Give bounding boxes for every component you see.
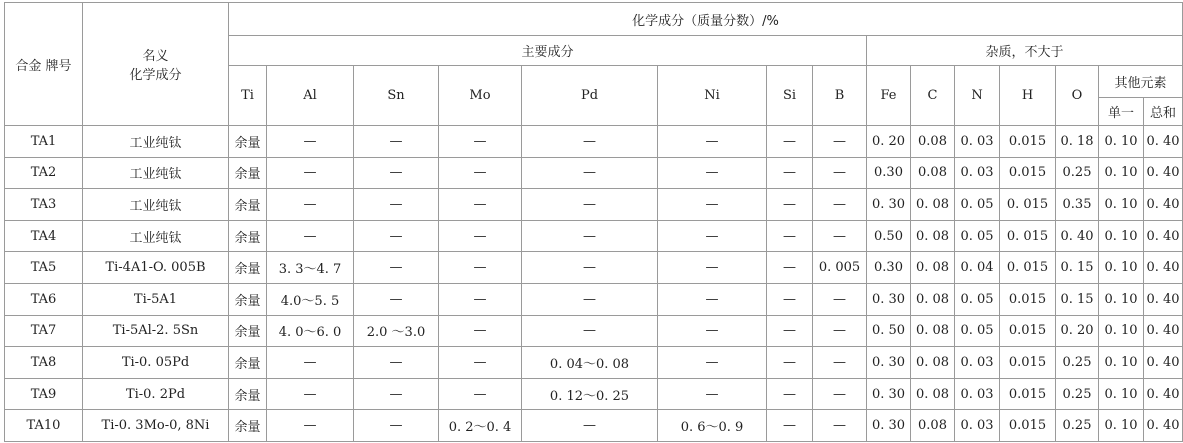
cell-sn: — xyxy=(354,410,439,442)
cell-al: 4. 0～6. 0 xyxy=(267,315,354,347)
cell-o: 0.35 xyxy=(1056,189,1099,221)
cell-fe: 0. 20 xyxy=(867,126,911,158)
cell-b: — xyxy=(813,126,867,158)
cell-o: 0.25 xyxy=(1056,157,1099,189)
cell-name: 工业纯钛 xyxy=(83,220,229,252)
cell-pd: — xyxy=(522,157,658,189)
header-element-c: C xyxy=(911,66,955,126)
cell-b: — xyxy=(813,378,867,410)
header-impurities: 杂质，不大于 xyxy=(867,36,1183,66)
cell-n: 0. 03 xyxy=(955,157,1000,189)
cell-b: 0. 005 xyxy=(813,252,867,284)
cell-ti: 余量 xyxy=(229,347,267,379)
cell-single: 0. 10 xyxy=(1099,315,1144,347)
cell-al: — xyxy=(267,347,354,379)
cell-h: 0.015 xyxy=(1000,378,1056,410)
cell-name: Ti-4A1-O. 005B xyxy=(83,252,229,284)
header-element-b: B xyxy=(813,66,867,126)
table-body xyxy=(5,126,1183,442)
cell-ti: 余量 xyxy=(229,189,267,221)
header-element-sn: Sn xyxy=(354,66,439,126)
cell-pd: — xyxy=(522,410,658,442)
cell-single: 0. 10 xyxy=(1099,189,1144,221)
cell-c: 0. 08 xyxy=(911,220,955,252)
cell-sn: — xyxy=(354,220,439,252)
cell-single: 0. 10 xyxy=(1099,283,1144,315)
cell-pd: — xyxy=(522,252,658,284)
cell-o: 0. 15 xyxy=(1056,252,1099,284)
header-element-ni: Ni xyxy=(658,66,767,126)
cell-si: — xyxy=(767,220,813,252)
cell-ti: 余量 xyxy=(229,410,267,442)
cell-grade: TA3 xyxy=(5,189,83,221)
cell-fe: 0. 50 xyxy=(867,315,911,347)
cell-o: 0. 18 xyxy=(1056,126,1099,158)
cell-b: — xyxy=(813,283,867,315)
cell-ni: — xyxy=(658,220,767,252)
cell-si: — xyxy=(767,126,813,158)
cell-n: 0. 03 xyxy=(955,126,1000,158)
header-element-pd: Pd xyxy=(522,66,658,126)
cell-grade: TA1 xyxy=(5,126,83,158)
cell-fe: 0. 30 xyxy=(867,347,911,379)
cell-al: — xyxy=(267,189,354,221)
cell-ni: — xyxy=(658,283,767,315)
cell-h: 0.015 xyxy=(1000,126,1056,158)
cell-si: — xyxy=(767,410,813,442)
cell-fe: 0. 30 xyxy=(867,410,911,442)
cell-single: 0. 10 xyxy=(1099,220,1144,252)
cell-grade: TA4 xyxy=(5,220,83,252)
cell-grade: TA6 xyxy=(5,283,83,315)
table-row xyxy=(5,157,1183,189)
cell-name: Ti-0. 2Pd xyxy=(83,378,229,410)
header-element-ti: Ti xyxy=(229,66,267,126)
cell-fe: 0.30 xyxy=(867,252,911,284)
cell-name: Ti-5A1 xyxy=(83,283,229,315)
cell-b: — xyxy=(813,189,867,221)
cell-sn: — xyxy=(354,378,439,410)
cell-single: 0. 10 xyxy=(1099,252,1144,284)
cell-mo: — xyxy=(439,157,522,189)
header-other-elements: 其他元素 xyxy=(1099,66,1183,98)
cell-b: — xyxy=(813,410,867,442)
cell-mo: — xyxy=(439,252,522,284)
header-element-fe: Fe xyxy=(867,66,911,126)
cell-h: 0.015 xyxy=(1000,410,1056,442)
cell-sn: — xyxy=(354,189,439,221)
cell-pd: — xyxy=(522,283,658,315)
cell-c: 0. 08 xyxy=(911,315,955,347)
cell-fe: 0. 30 xyxy=(867,378,911,410)
cell-mo: — xyxy=(439,126,522,158)
cell-ti: 余量 xyxy=(229,220,267,252)
cell-al: — xyxy=(267,410,354,442)
cell-grade: TA9 xyxy=(5,378,83,410)
cell-c: 0. 08 xyxy=(911,189,955,221)
cell-si: — xyxy=(767,283,813,315)
cell-ti: 余量 xyxy=(229,283,267,315)
table-row xyxy=(5,252,1183,284)
table-row xyxy=(5,347,1183,379)
cell-mo: — xyxy=(439,315,522,347)
cell-c: 0. 08 xyxy=(911,252,955,284)
cell-n: 0. 03 xyxy=(955,410,1000,442)
header-name-line1: 名义 xyxy=(142,49,169,64)
cell-total: 0. 40 xyxy=(1144,252,1183,284)
cell-pd: — xyxy=(522,220,658,252)
cell-o: 0.25 xyxy=(1056,347,1099,379)
table-row xyxy=(5,189,1183,221)
cell-sn: 2.0 ～3.0 xyxy=(354,315,439,347)
cell-name: 工业纯钛 xyxy=(83,126,229,158)
header-single: 单一 xyxy=(1099,98,1144,126)
cell-pd: 0. 04～0. 08 xyxy=(522,347,658,379)
cell-h: 0. 015 xyxy=(1000,252,1056,284)
cell-o: 0.25 xyxy=(1056,410,1099,442)
cell-o: 0.25 xyxy=(1056,378,1099,410)
cell-single: 0. 10 xyxy=(1099,126,1144,158)
cell-o: 0. 40 xyxy=(1056,220,1099,252)
cell-name: Ti-0. 05Pd xyxy=(83,347,229,379)
cell-b: — xyxy=(813,315,867,347)
cell-al: — xyxy=(267,378,354,410)
cell-ni: 0. 6～0. 9 xyxy=(658,410,767,442)
cell-al: — xyxy=(267,126,354,158)
header-element-al: Al xyxy=(267,66,354,126)
cell-ti: 余量 xyxy=(229,252,267,284)
cell-n: 0. 03 xyxy=(955,378,1000,410)
cell-c: 0. 08 xyxy=(911,378,955,410)
cell-single: 0. 10 xyxy=(1099,347,1144,379)
composition-table xyxy=(4,2,1183,442)
cell-c: 0.08 xyxy=(911,410,955,442)
cell-b: — xyxy=(813,347,867,379)
table-row xyxy=(5,378,1183,410)
cell-c: 0.08 xyxy=(911,126,955,158)
cell-h: 0. 015 xyxy=(1000,220,1056,252)
cell-ni: — xyxy=(658,347,767,379)
cell-total: 0. 40 xyxy=(1144,410,1183,442)
table-row xyxy=(5,315,1183,347)
cell-fe: 0. 30 xyxy=(867,283,911,315)
table-row xyxy=(5,410,1183,442)
cell-h: 0.015 xyxy=(1000,347,1056,379)
cell-c: 0. 08 xyxy=(911,347,955,379)
cell-n: 0. 04 xyxy=(955,252,1000,284)
cell-sn: — xyxy=(354,252,439,284)
header-nominal-composition xyxy=(83,3,229,126)
cell-single: 0. 10 xyxy=(1099,157,1144,189)
cell-o: 0. 20 xyxy=(1056,315,1099,347)
cell-n: 0. 05 xyxy=(955,315,1000,347)
header-element-o: O xyxy=(1056,66,1099,126)
header-alloy-grade: 合金 牌号 xyxy=(5,3,83,126)
table-row xyxy=(5,283,1183,315)
cell-total: 0. 40 xyxy=(1144,283,1183,315)
cell-ni: — xyxy=(658,126,767,158)
cell-name: 工业纯钛 xyxy=(83,157,229,189)
cell-total: 0. 40 xyxy=(1144,220,1183,252)
cell-total: 0. 40 xyxy=(1144,378,1183,410)
cell-total: 0. 40 xyxy=(1144,126,1183,158)
header-element-si: Si xyxy=(767,66,813,126)
table-row xyxy=(5,220,1183,252)
cell-si: — xyxy=(767,252,813,284)
cell-al: 3. 3～4. 7 xyxy=(267,252,354,284)
cell-h: 0. 015 xyxy=(1000,189,1056,221)
cell-total: 0. 40 xyxy=(1144,189,1183,221)
cell-grade: TA2 xyxy=(5,157,83,189)
cell-sn: — xyxy=(354,347,439,379)
header-composition: 化学成分（质量分数）/% xyxy=(229,3,1183,36)
cell-fe: 0.50 xyxy=(867,220,911,252)
cell-ni: — xyxy=(658,189,767,221)
cell-ni: — xyxy=(658,315,767,347)
cell-name: 工业纯钛 xyxy=(83,189,229,221)
cell-total: 0. 40 xyxy=(1144,157,1183,189)
cell-ni: — xyxy=(658,157,767,189)
header-element-mo: Mo xyxy=(439,66,522,126)
cell-n: 0. 05 xyxy=(955,189,1000,221)
cell-fe: 0. 30 xyxy=(867,189,911,221)
cell-single: 0. 10 xyxy=(1099,410,1144,442)
cell-total: 0. 40 xyxy=(1144,315,1183,347)
cell-c: 0. 08 xyxy=(911,283,955,315)
cell-al: 4.0～5. 5 xyxy=(267,283,354,315)
cell-ti: 余量 xyxy=(229,126,267,158)
cell-total: 0. 40 xyxy=(1144,347,1183,379)
cell-pd: — xyxy=(522,126,658,158)
cell-si: — xyxy=(767,189,813,221)
cell-pd: — xyxy=(522,315,658,347)
cell-c: 0.08 xyxy=(911,157,955,189)
cell-mo: — xyxy=(439,283,522,315)
cell-sn: — xyxy=(354,283,439,315)
cell-single: 0. 10 xyxy=(1099,378,1144,410)
cell-grade: TA8 xyxy=(5,347,83,379)
cell-n: 0. 05 xyxy=(955,283,1000,315)
header-element-n: N xyxy=(955,66,1000,126)
cell-ni: — xyxy=(658,252,767,284)
cell-sn: — xyxy=(354,126,439,158)
header-total: 总和 xyxy=(1144,98,1183,126)
cell-grade: TA7 xyxy=(5,315,83,347)
cell-al: — xyxy=(267,157,354,189)
cell-si: — xyxy=(767,347,813,379)
header-name-line2: 化学成分 xyxy=(129,68,182,83)
cell-fe: 0.30 xyxy=(867,157,911,189)
header-main-components: 主要成分 xyxy=(229,36,867,66)
cell-grade: TA5 xyxy=(5,252,83,284)
table-row xyxy=(5,126,1183,158)
cell-si: — xyxy=(767,378,813,410)
cell-si: — xyxy=(767,157,813,189)
cell-o: 0. 15 xyxy=(1056,283,1099,315)
cell-b: — xyxy=(813,220,867,252)
cell-pd: — xyxy=(522,189,658,221)
cell-mo: — xyxy=(439,220,522,252)
header-element-h: H xyxy=(1000,66,1056,126)
cell-ni: — xyxy=(658,378,767,410)
cell-ti: 余量 xyxy=(229,157,267,189)
cell-name: Ti-5Al-2. 5Sn xyxy=(83,315,229,347)
cell-sn: — xyxy=(354,157,439,189)
cell-h: 0.015 xyxy=(1000,315,1056,347)
cell-h: 0.015 xyxy=(1000,283,1056,315)
cell-mo: — xyxy=(439,378,522,410)
cell-mo: — xyxy=(439,347,522,379)
cell-mo: 0. 2～0. 4 xyxy=(439,410,522,442)
cell-ti: 余量 xyxy=(229,315,267,347)
cell-n: 0. 05 xyxy=(955,220,1000,252)
cell-h: 0.015 xyxy=(1000,157,1056,189)
cell-mo: — xyxy=(439,189,522,221)
cell-al: — xyxy=(267,220,354,252)
cell-n: 0. 03 xyxy=(955,347,1000,379)
cell-ti: 余量 xyxy=(229,378,267,410)
cell-name: Ti-0. 3Mo-0, 8Ni xyxy=(83,410,229,442)
cell-pd: 0. 12～0. 25 xyxy=(522,378,658,410)
cell-grade: TA10 xyxy=(5,410,83,442)
cell-si: — xyxy=(767,315,813,347)
cell-b: — xyxy=(813,157,867,189)
